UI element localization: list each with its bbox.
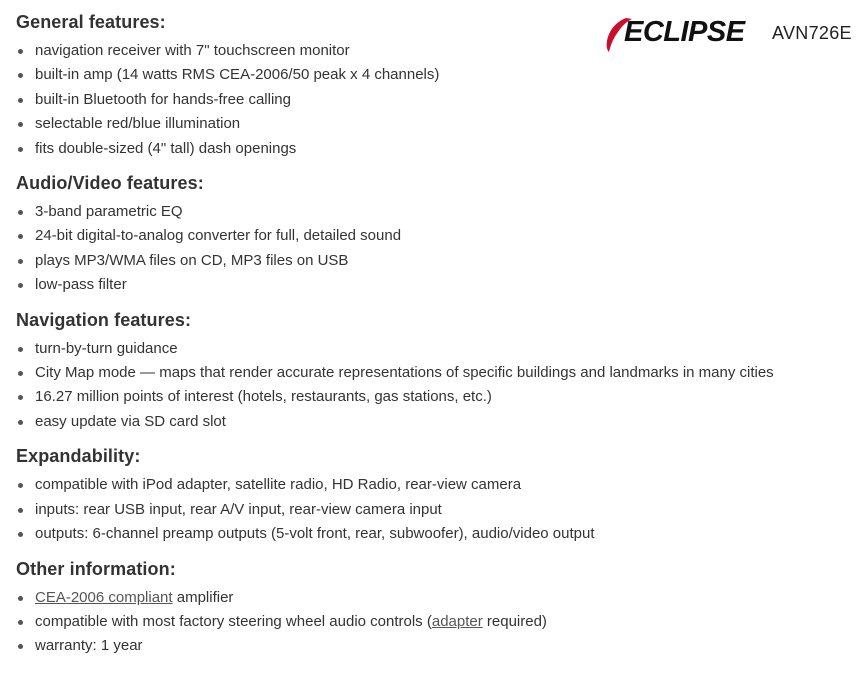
list-item: 16.27 million points of interest (hotels, restaurants, gas stations, etc.) xyxy=(16,385,856,409)
list-item-text: amplifier xyxy=(176,588,234,606)
list-item xyxy=(16,610,856,634)
cea-compliant-link[interactable]: CEA-2006 compliant xyxy=(35,588,173,606)
section-heading: Audio/Video features: xyxy=(16,173,204,194)
section-other-information xyxy=(16,557,856,659)
model-number: AVN726E xyxy=(772,23,852,43)
spec-sheet xyxy=(16,10,856,659)
list-item: built-in Bluetooth for hands-free calling xyxy=(16,88,856,112)
list-item-text-suffix: required) xyxy=(482,612,547,630)
list-item xyxy=(16,586,856,610)
list-item: navigation receiver with 7" touchscreen monitor xyxy=(16,39,856,63)
list-item: easy update via SD card slot xyxy=(16,410,856,434)
list-item: 24-bit digital-to-analog converter for full, detailed sound xyxy=(16,224,856,248)
section-expandability xyxy=(16,444,856,546)
brand-name: ECLIPSE xyxy=(624,16,745,48)
brand-logo xyxy=(606,14,856,52)
list-item: turn-by-turn guidance xyxy=(16,337,856,361)
list-item: low-pass filter xyxy=(16,273,856,297)
list-item: inputs: rear USB input, rear A/V input, rear-view camera input xyxy=(16,498,856,522)
section-navigation-features xyxy=(16,308,856,435)
list-item: outputs: 6-channel preamp outputs (5-volt front, rear, subwoofer), audio/video output xyxy=(16,522,856,546)
list-item: selectable red/blue illumination xyxy=(16,112,856,136)
list-item: City Map mode — maps that render accurate representations of specific buildings and landmarks in many cities xyxy=(16,361,856,385)
list-item: warranty: 1 year xyxy=(16,634,856,658)
list-item: 3-band parametric EQ xyxy=(16,200,856,224)
section-heading: Expandability: xyxy=(16,446,141,467)
section-heading: Navigation features: xyxy=(16,309,192,330)
list-item: built-in amp (14 watts RMS CEA-2006/50 peak x 4 channels) xyxy=(16,63,856,87)
adapter-link[interactable]: adapter xyxy=(431,612,483,630)
section-heading: Other information: xyxy=(16,558,176,579)
list-item-text: compatible with most factory steering wheel audio controls ( xyxy=(35,612,432,630)
section-heading: General features: xyxy=(16,12,166,32)
feature-list xyxy=(16,39,856,161)
list-item: compatible with iPod adapter, satellite radio, HD Radio, rear-view camera xyxy=(16,473,856,497)
feature-list xyxy=(16,200,856,298)
feature-list xyxy=(16,337,856,435)
section-audio-video-features xyxy=(16,171,856,298)
feature-list xyxy=(16,473,856,546)
list-item: fits double-sized (4" tall) dash openings xyxy=(16,137,856,161)
list-item: plays MP3/WMA files on CD, MP3 files on USB xyxy=(16,249,856,273)
feature-list xyxy=(16,586,856,659)
